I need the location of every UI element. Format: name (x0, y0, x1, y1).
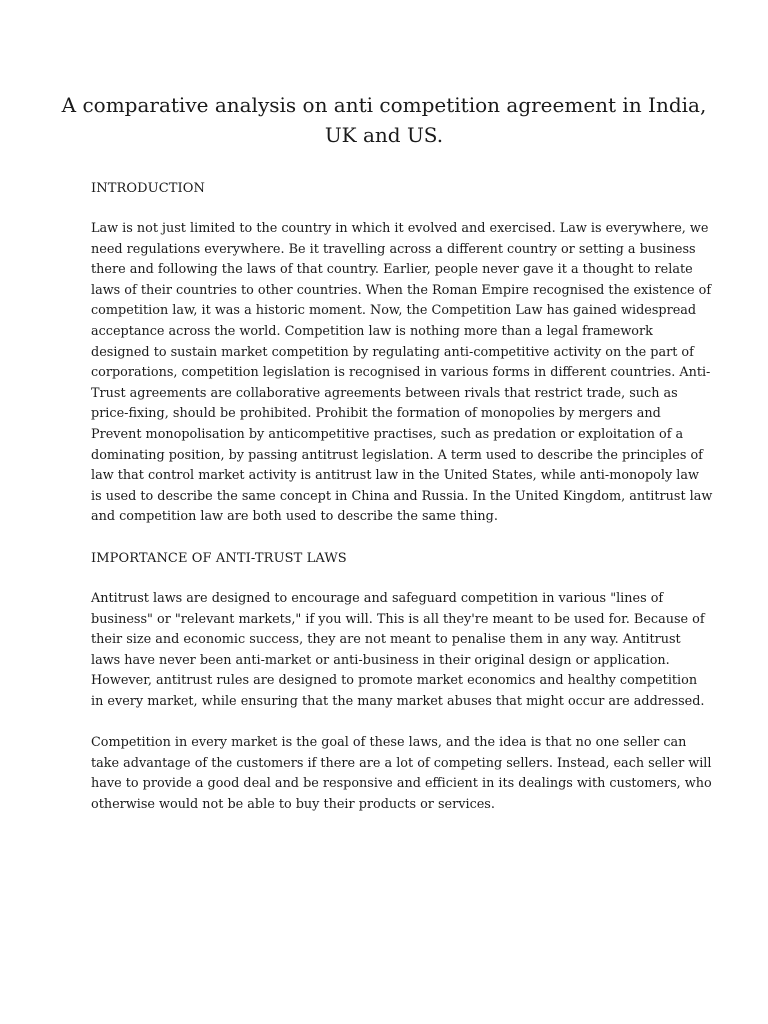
document-title: A comparative analysis on anti competition agreement in India, UK and US. (61, 93, 707, 147)
importance-paragraph-1: Antitrust laws are designed to encourage and safeguard competition in various "lines of business" or "relevant markets," if you will. This is all they're meant to be used for. Because of their size and economic success, they are not meant to penalise them in any way. Antitrust laws have never been anti-market or anti-business in their original design or application. However, antitrust rules are designed to promote market economics and healthy competition in every market, while ensuring that the many market abuses that might occur are addressed. (91, 591, 705, 709)
section-heading-introduction: INTRODUCTION (91, 181, 205, 196)
importance-paragraph-2: Competition in every market is the goal of these laws, and the idea is that no one seller can take advantage of the customers if there are a lot of competing sellers. Instead, each seller will have to provide a good deal and be responsive and efficient in its dealings with customers, who otherwise would not be able to buy their products or services. (91, 735, 712, 812)
section-heading-importance: IMPORTANCE OF ANTI-TRUST LAWS (91, 551, 347, 566)
introduction-paragraph: Law is not just limited to the country in which it evolved and exercised. Law is everywhere, we need regulations everywhere. Be it travelling across a different country or setting a business there and following the laws of that country. Earlier, people never gave it a thought to relate laws of their countries to other countries. When the Roman Empire recognised the existence of competition law, it was a historic moment. Now, the Competition Law has gained widespread acceptance across the world. Competition law is nothing more than a legal framework designed to sustain market competition by regulating anti-competitive activity on the part of corporations, competition legislation is recognised in various forms in different countries. Anti-Trust agreements are collaborative agreements between rivals that restrict trade, such as price-fixing, should be prohibited. Prohibit the formation of monopolies by mergers and Prevent monopolisation by anticompetitive practises, such as predation or exploitation of a dominating position, by passing antitrust legislation. A term used to describe the principles of law that control market activity is antitrust law in the United States, while anti-monopoly law is used to describe the same concept in China and Russia. In the United Kingdom, antitrust law and competition law are both used to describe the same thing. (91, 221, 713, 525)
